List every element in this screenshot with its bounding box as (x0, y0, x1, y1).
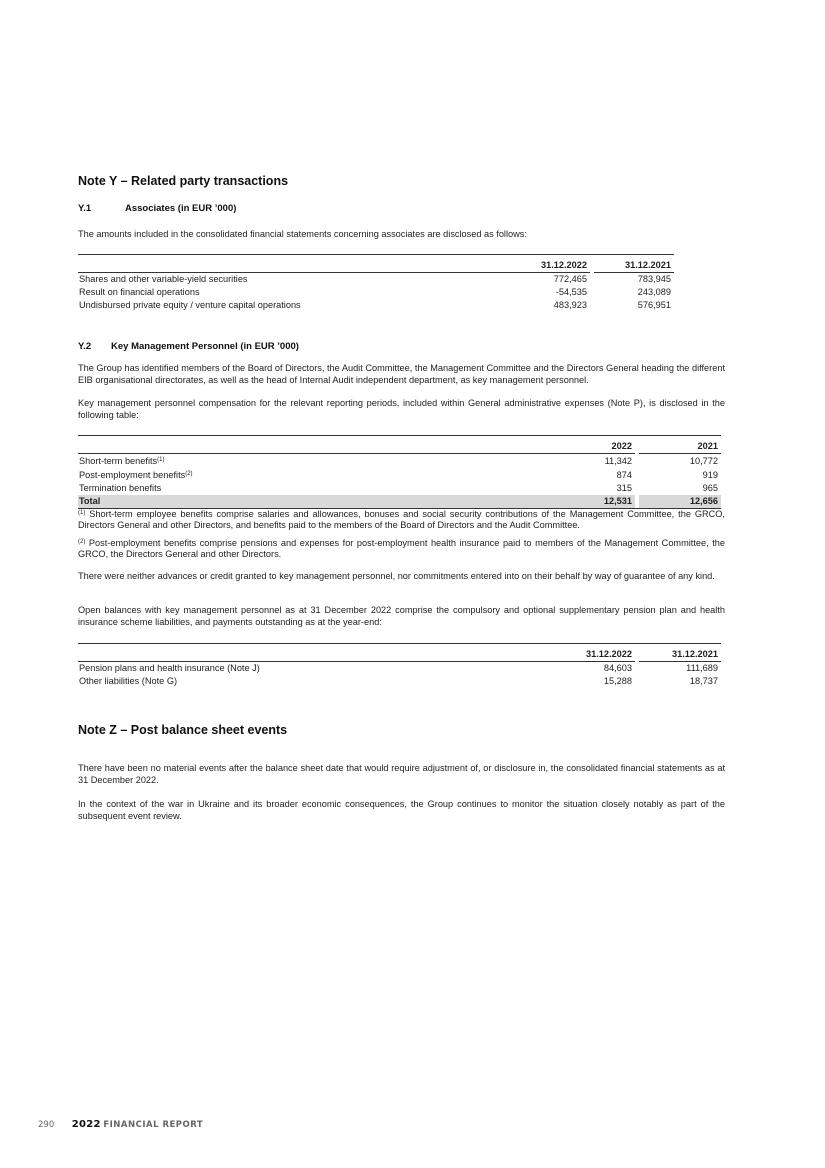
footnote-text: Post-employment benefits comprise pensions and expenses for post-employment health insurance paid to members of the Management Committee, the GRCO, the Directors General and other Directors. (78, 538, 725, 559)
table-header-blank (78, 644, 553, 662)
y2-para1: The Group has identified members of the Board of Directors, the Audit Committee, the Management Committee and the Directors General heading the different EIB organisational directorates, as well as the head of Internal Audit independent department, as key management personnel. (78, 363, 725, 385)
row-label: Other liabilities (Note G) (79, 676, 178, 686)
table-header-row (78, 644, 721, 662)
row-value: 772,465 (553, 274, 587, 284)
row-value: 15,288 (603, 676, 632, 686)
row-value: 243,089 (637, 287, 671, 297)
total-value: 12,531 (553, 495, 635, 509)
row-value: 10,772 (689, 455, 718, 466)
balance-table (78, 643, 721, 688)
z-para1: There have been no material events after the balance sheet date that would require adjustment of, or disclosure in, the consolidated financial statements as at 31 December 2022. (78, 763, 725, 785)
footnote-text: Short-term employee benefits comprise salaries and allowances, bonuses and social security contributions of the Management Committee, the GRCO, Directors General and other Directors, and benefits paid to the members of the Board of Directors and the Audit Committee. (78, 509, 725, 530)
associates-table (78, 254, 674, 312)
y1-number: Y.1 (78, 203, 92, 214)
table-header-col: 31.12.2021 (594, 255, 674, 273)
table-header-col: 31.12.2022 (553, 644, 635, 662)
page-number: 290 (38, 1120, 55, 1130)
row-label: Shares and other variable-yield securities (79, 274, 248, 284)
compensation-table (78, 435, 721, 509)
table-row (78, 286, 674, 299)
table-total-row (78, 495, 721, 509)
total-label: Total (78, 495, 553, 509)
row-value: 111,689 (686, 663, 718, 673)
table-row (78, 299, 674, 312)
table-row (78, 273, 674, 287)
row-label: Termination benefits (79, 483, 162, 493)
z-para2: In the context of the war in Ukraine and its broader economic consequences, the Group continues to monitor the situation closely notably as part of the subsequent event review. (78, 799, 725, 821)
table-row (78, 482, 721, 495)
table-header-col: 31.12.2021 (639, 644, 721, 662)
note-y-title: Note Y – Related party transactions (78, 174, 289, 188)
row-value: 84,603 (603, 663, 632, 673)
page-footer (38, 1119, 203, 1130)
footnote-2 (78, 537, 725, 560)
row-value: 11,342 (604, 455, 632, 466)
row-label-text: Short-term benefits (79, 456, 158, 466)
row-value: 315 (616, 483, 632, 493)
row-label (78, 454, 553, 469)
footnote-marker: (1) (78, 510, 86, 516)
table-header-row (78, 436, 721, 454)
footnote-marker: (2) (78, 539, 86, 545)
table-header-col: 2022 (553, 436, 635, 454)
row-value: 483,923 (553, 300, 587, 310)
row-value: 965 (702, 483, 718, 493)
total-value: 12,656 (639, 495, 721, 509)
footer-report: FINANCIAL REPORT (103, 1120, 204, 1130)
table-row (78, 675, 721, 688)
table-row (78, 662, 721, 676)
table-row (78, 454, 721, 469)
y2-number: Y.2 (78, 341, 92, 352)
row-label (78, 468, 553, 482)
footnote-ref: (1) (157, 457, 165, 463)
row-label: Undisbursed private equity / venture capital operations (79, 300, 301, 310)
row-value: 783,945 (637, 274, 671, 284)
y2-para2: Key management personnel compensation for the relevant reporting periods, included within General administrative expenses (Note P), is disclosed in the following table: (78, 398, 725, 420)
row-value: 874 (616, 469, 632, 480)
footer-year: 2022 (71, 1119, 101, 1130)
row-value: -54,535 (555, 287, 587, 297)
y2-heading-text: Key Management Personnel (in EUR ’000) (111, 341, 299, 352)
table-header-col: 31.12.2022 (510, 255, 590, 273)
y1-intro: The amounts included in the consolidated financial statements concerning associates are disclosed as follows: (78, 229, 527, 239)
table-header-blank (78, 436, 553, 454)
row-label-text: Post-employment benefits (79, 470, 186, 480)
y2-para3: There were neither advances or credit granted to key management personnel, nor commitments entered into on their behalf by way of guarantee of any kind. (78, 571, 715, 581)
table-header-blank (78, 255, 510, 273)
y2-para4: Open balances with key management personnel as at 31 December 2022 comprise the compulsory and optional supplementary pension plan and health insurance scheme liabilities, and payments outstanding as at the year-end: (78, 605, 725, 627)
y1-heading-text: Associates (in EUR ’000) (125, 203, 237, 214)
row-value: 919 (702, 469, 718, 480)
note-z-title: Note Z – Post balance sheet events (78, 723, 288, 737)
table-header-col: 2021 (639, 436, 721, 454)
row-label: Pension plans and health insurance (Note J) (79, 663, 260, 673)
y1-heading (78, 203, 236, 214)
row-value: 576,951 (637, 300, 671, 310)
y2-heading (78, 341, 299, 352)
row-label: Result on financial operations (79, 287, 200, 297)
footnote-ref: (2) (185, 471, 193, 477)
table-header-row (78, 255, 674, 273)
table-row (78, 468, 721, 482)
row-value: 18,737 (689, 676, 718, 686)
footnote-1 (78, 508, 725, 531)
